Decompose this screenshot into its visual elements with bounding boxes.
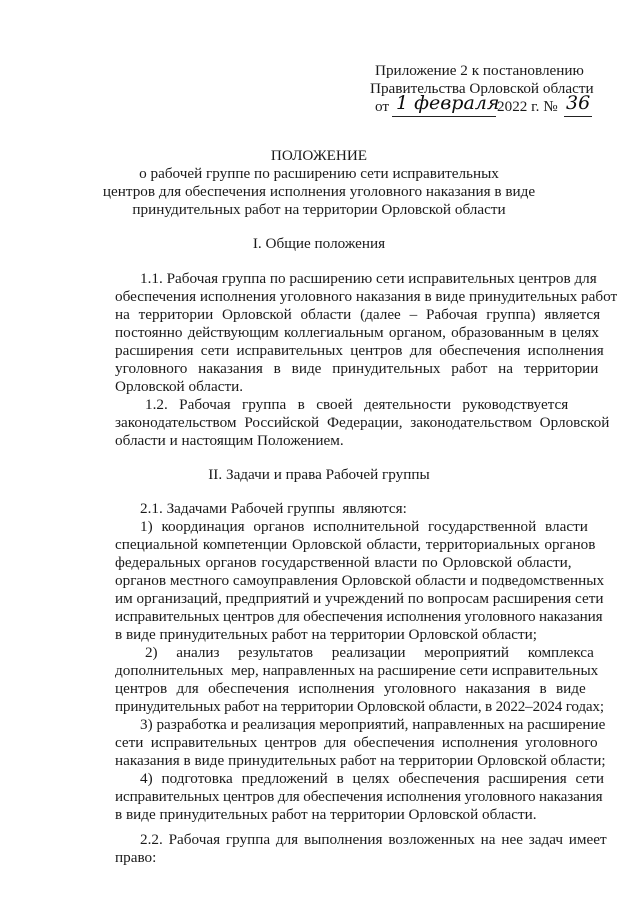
item-1-line-7: в виде принудительных работ на территории Орловской области; bbox=[115, 626, 537, 643]
paragraph-1-1-line-3: на территории Орловской области (далее – Рабочая группа) является bbox=[115, 306, 601, 323]
number-underline bbox=[564, 116, 592, 117]
paragraph-1-2-line-1: 1.2. Рабочая группа в своей деятельности руководствуется bbox=[145, 396, 569, 413]
paragraph-1-2-line-2: законодательством Российской Федерации, законодательством Орловской bbox=[115, 414, 610, 431]
paragraph-1-1-line-5: расширения сети исправительных центров для обеспечения исполнения bbox=[115, 342, 604, 359]
paragraph-1-2-line-3: области и настоящим Положением. bbox=[115, 432, 344, 449]
item-3-line-2: сети исправительных центров для обеспечения исполнения уголовного bbox=[115, 734, 598, 751]
paragraph-2-2-line-2: право: bbox=[115, 849, 157, 866]
item-1-line-2: специальной компетенции Орловской области, территориальных органов bbox=[115, 536, 596, 553]
title-line-1: о рабочей группе по расширению сети исправительных bbox=[139, 165, 499, 182]
item-2-line-2: дополнительных мер, направленных на расширение сети исправительных bbox=[115, 662, 599, 679]
section-heading-1: I. Общие положения bbox=[252, 235, 386, 252]
paragraph-1-1-line-2: обеспечения исполнения уголовного наказания в виде принудительных работ bbox=[115, 288, 618, 305]
section-heading-2: II. Задачи и права Рабочей группы bbox=[208, 466, 430, 483]
item-4-line-1: 4) подготовка предложений в целях обеспечения расширения сети bbox=[140, 770, 604, 787]
handwritten-number: 36 bbox=[566, 92, 591, 114]
item-4-line-2: исправительных центров для обеспечения исполнения уголовного наказания bbox=[115, 788, 603, 805]
item-1-line-3: федеральных органов государственной власти по Орловской области, bbox=[115, 554, 572, 571]
item-4-line-3: в виде принудительных работ на территории Орловской области. bbox=[115, 806, 537, 823]
paragraph-2-1: 2.1. Задачами Рабочей группы являются: bbox=[140, 500, 407, 517]
item-1-line-6: исправительных центров для обеспечения исполнения уголовного наказания bbox=[115, 608, 603, 625]
appendix-year: 2022 г. № bbox=[497, 98, 558, 115]
item-3-line-3: наказания в виде принудительных работ на территории Орловской области; bbox=[115, 752, 606, 769]
handwritten-date: 1 февраля bbox=[396, 92, 500, 114]
item-2-line-4: принудительных работ на территории Орловской области, в 2022–2024 годах; bbox=[115, 698, 604, 715]
title-line-3: принудительных работ на территории Орловской области bbox=[132, 201, 506, 218]
title-line-2: центров для обеспечения исполнения уголовного наказания в виде bbox=[102, 183, 536, 200]
item-1-line-5: им организаций, предприятий и учреждений по вопросам расширения сети bbox=[115, 590, 604, 607]
date-underline bbox=[392, 116, 496, 117]
item-2-line-1: 2) анализ результатов реализации мероприятий комплекса bbox=[145, 644, 594, 661]
appendix-line-2: Правительства Орловской области bbox=[370, 80, 594, 97]
appendix-ot: от bbox=[375, 98, 390, 115]
paragraph-1-1-line-7: Орловской области. bbox=[115, 378, 244, 395]
appendix-line-1: Приложение 2 к постановлению bbox=[375, 62, 584, 79]
item-1-line-4: органов местного самоуправления Орловской области и подведомственных bbox=[115, 572, 605, 589]
item-1-line-1: 1) координация органов исполнительной государственной власти bbox=[140, 518, 588, 535]
item-3-line-1: 3) разработка и реализация мероприятий, направленных на расширение bbox=[140, 716, 606, 733]
paragraph-1-1-line-4: постоянно действующим коллегиальным органом, образованным в целях bbox=[115, 324, 599, 341]
item-2-line-3: центров для обеспечения исполнения уголовного наказания в виде bbox=[115, 680, 586, 697]
paragraph-2-2-line-1: 2.2. Рабочая группа для выполнения возложенных на нее задач имеет bbox=[140, 831, 607, 848]
paragraph-1-1-line-6: уголовного наказания в виде принудительных работ на территории bbox=[115, 360, 599, 377]
paragraph-1-1-line-1: 1.1. Рабочая группа по расширению сети исправительных центров для bbox=[140, 270, 597, 287]
document-title: ПОЛОЖЕНИЕ bbox=[270, 147, 368, 164]
